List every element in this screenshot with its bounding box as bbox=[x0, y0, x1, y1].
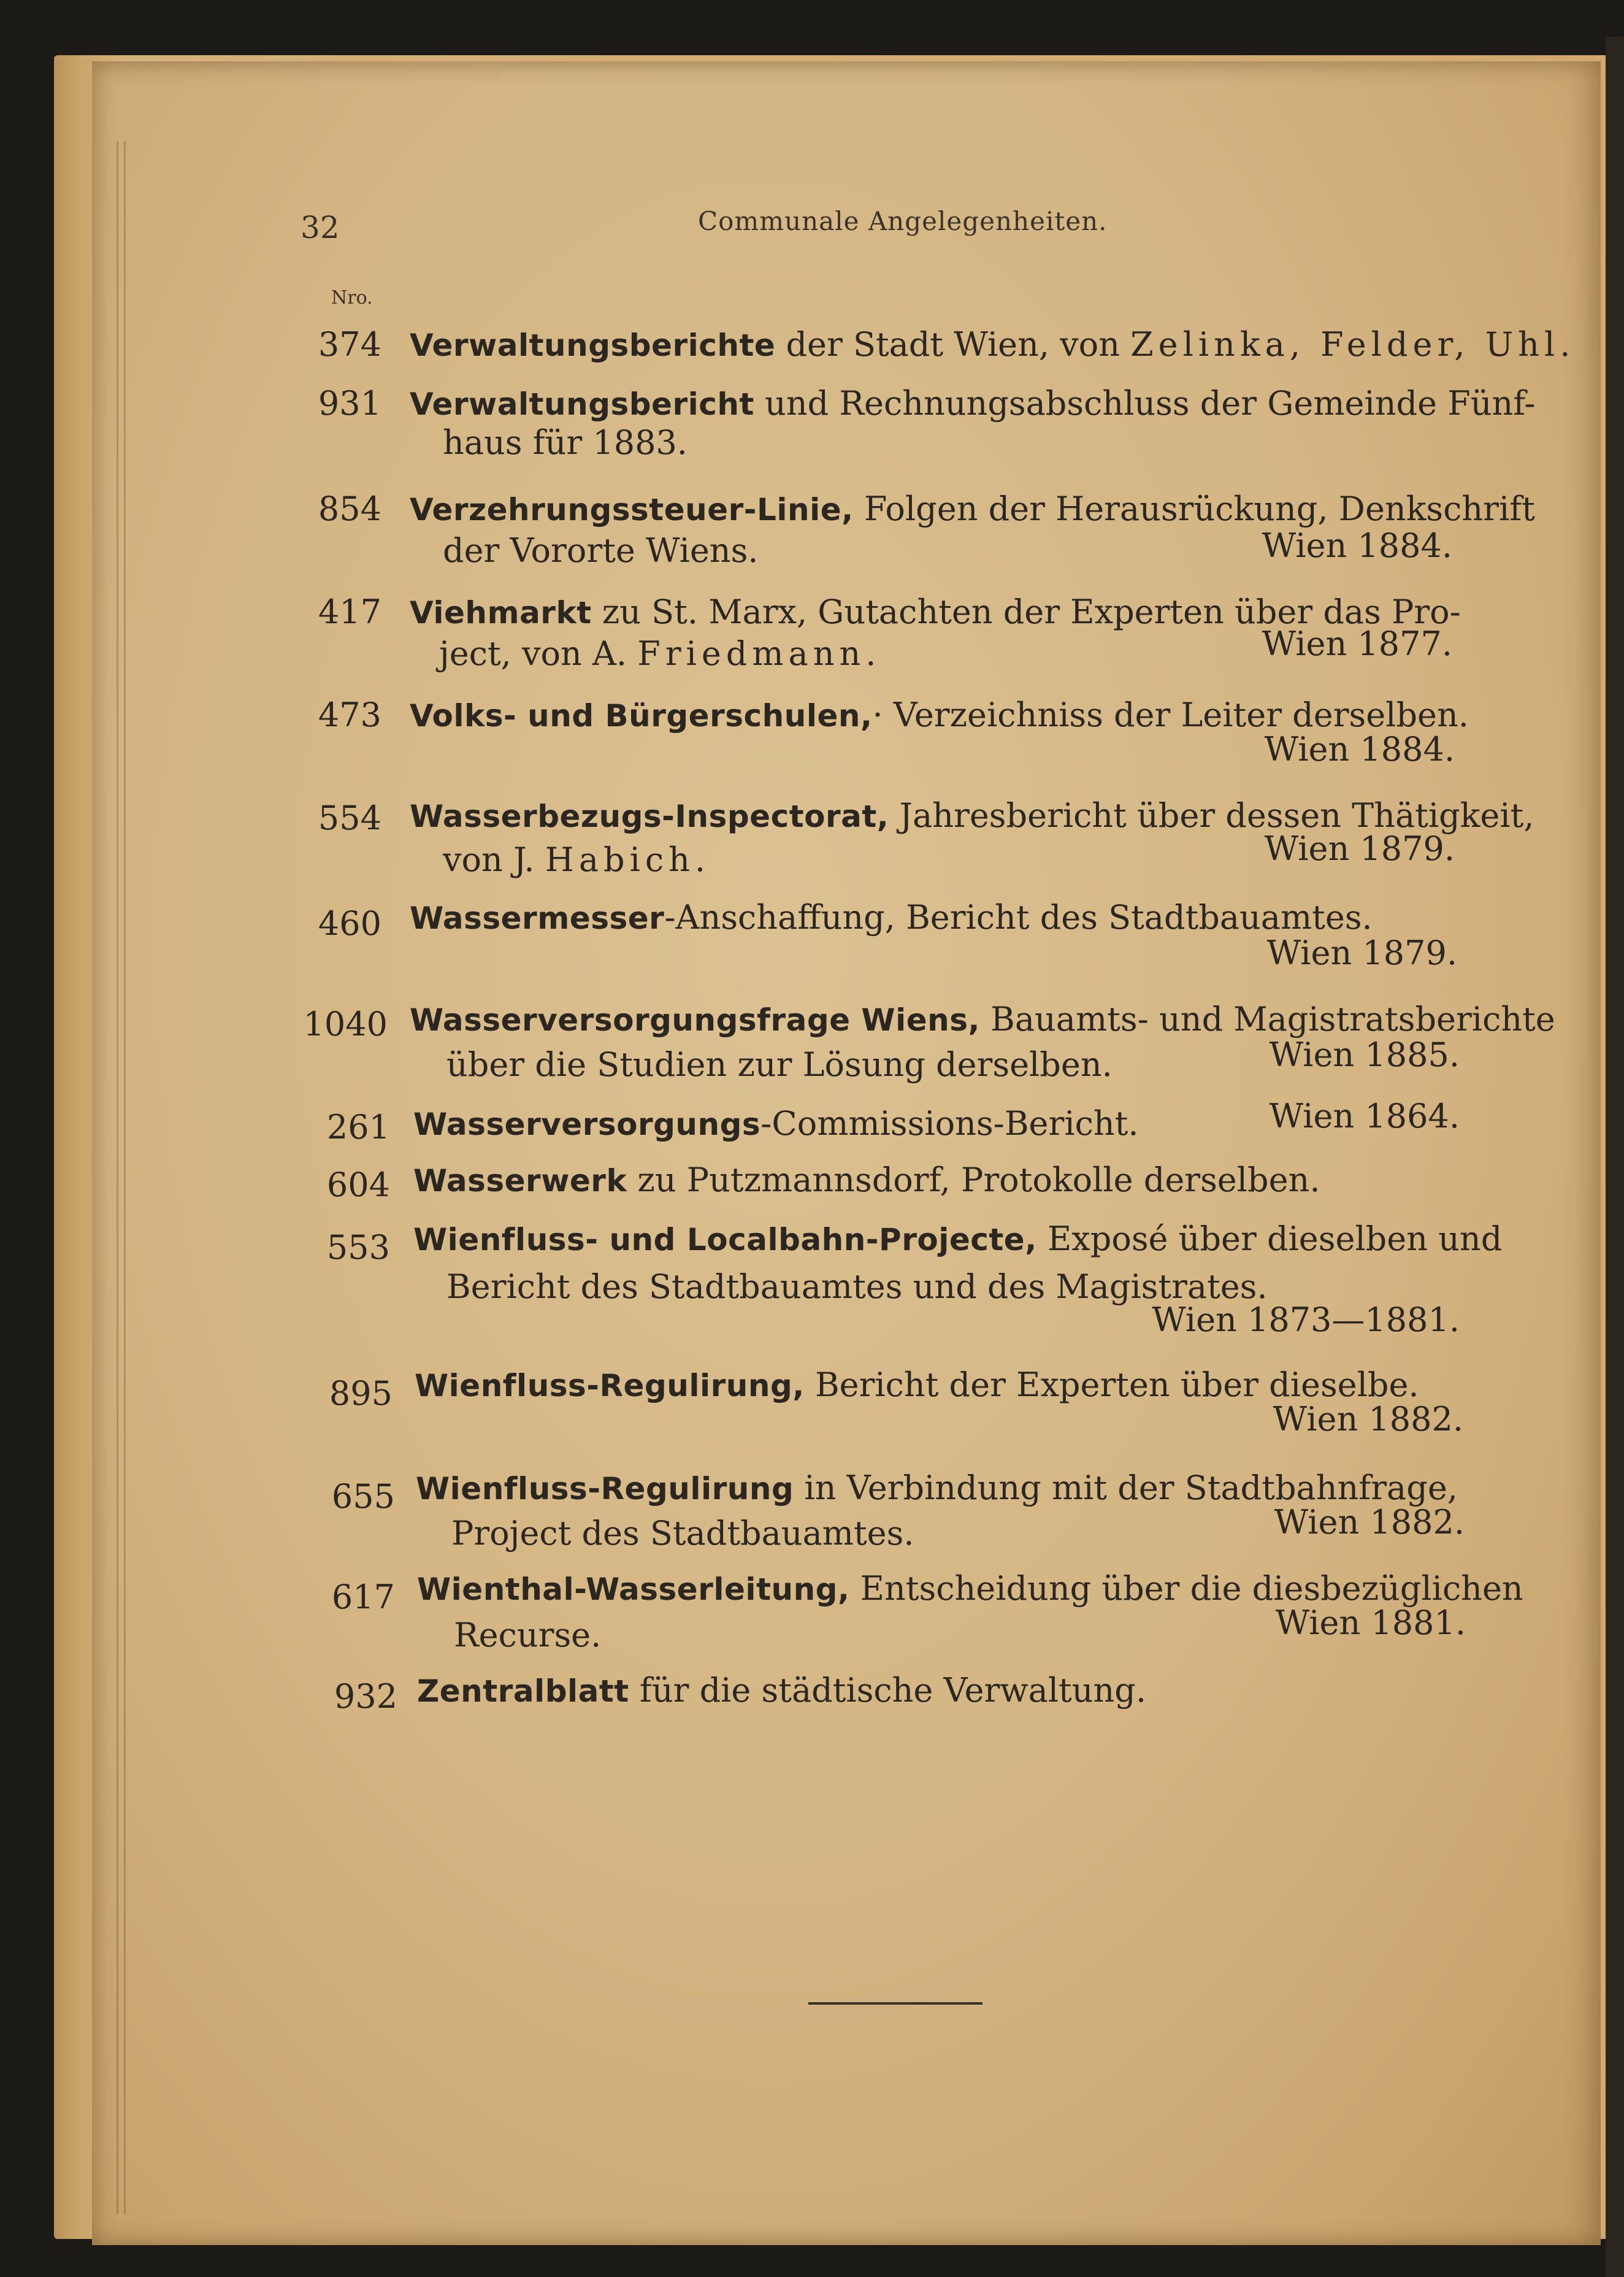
entry-line bbox=[413, 1162, 1320, 1199]
entry-text: von J. bbox=[443, 840, 545, 879]
entry-names: Habich. bbox=[545, 840, 711, 879]
entry-heading: Viehmarkt bbox=[410, 595, 592, 631]
entry-text: ject, von A. bbox=[439, 634, 638, 673]
entry-heading: Wasserversorgungsfrage Wiens, bbox=[410, 1002, 980, 1038]
column-label: Nro. bbox=[331, 287, 373, 309]
entry-text: zu St. Marx, Gutachten der Experten über das Pro- bbox=[591, 593, 1461, 631]
entry-number: 417 bbox=[318, 593, 381, 631]
entry-place-date: Wien 1879. bbox=[1264, 829, 1455, 868]
entry-continuation: Project des Stadtbauamtes. bbox=[451, 1514, 914, 1553]
entry-number: 473 bbox=[318, 696, 381, 734]
entry-number: 932 bbox=[334, 1677, 397, 1716]
page-number: 32 bbox=[301, 210, 340, 245]
entry-heading: Volks- und Bürgerschulen, bbox=[410, 698, 873, 734]
entry-text: und Rechnungsabschluss der Gemeinde Fünf- bbox=[754, 384, 1536, 423]
entry-number: 554 bbox=[318, 799, 381, 837]
entry-place-date: Wien 1882. bbox=[1274, 1503, 1465, 1542]
entry-number: 931 bbox=[318, 384, 381, 423]
entry-line bbox=[410, 1001, 1555, 1039]
entry-text: zu Putzmannsdorf, Protokolle derselben. bbox=[627, 1161, 1320, 1199]
entry-text: für die städtische Verwaltung. bbox=[629, 1671, 1147, 1710]
entry-text: Exposé über dieselben und bbox=[1036, 1219, 1503, 1258]
entry-heading: Verwaltungsbericht bbox=[410, 386, 754, 422]
entry-place-date: Wien 1873—1881. bbox=[1152, 1300, 1460, 1339]
entry-heading: Wasserbezugs-Inspectorat, bbox=[410, 799, 889, 834]
entry-heading: Wienfluss- und Localbahn-Projecte, bbox=[413, 1222, 1037, 1258]
entry-line bbox=[410, 697, 1469, 734]
entry-place-date: Wien 1879. bbox=[1266, 934, 1457, 972]
entry-heading: Verwaltungsberichte bbox=[410, 328, 776, 363]
entry-number: 604 bbox=[326, 1165, 390, 1204]
entry-place-date: Wien 1884. bbox=[1262, 526, 1452, 565]
entry-number: 655 bbox=[331, 1477, 395, 1516]
entry-heading: Wasserversorgungs bbox=[413, 1107, 761, 1142]
entry-place-date: Wien 1877. bbox=[1262, 624, 1452, 663]
entry-number: 261 bbox=[326, 1108, 390, 1146]
entry-line bbox=[413, 1105, 1138, 1143]
entry-text: Jahresbericht über dessen Thätigkeit, bbox=[889, 796, 1534, 835]
entry-continuation: Recurse. bbox=[454, 1616, 602, 1654]
entry-place-date: Wien 1881. bbox=[1275, 1603, 1466, 1642]
entry-continuation: haus für 1883. bbox=[443, 423, 688, 462]
entry-number: 617 bbox=[331, 1578, 395, 1616]
entry-text: in Verbindung mit der Stadtbahnfrage, bbox=[794, 1469, 1458, 1507]
entry-place-date: Wien 1864. bbox=[1269, 1097, 1460, 1135]
entry-number: 553 bbox=[326, 1228, 390, 1267]
entry-place-date: Wien 1885. bbox=[1269, 1035, 1460, 1074]
entry-place-date: Wien 1884. bbox=[1264, 730, 1455, 769]
entry-text: -Anschaffung, Bericht des Stadtbauamtes. bbox=[664, 898, 1373, 937]
entry-names: Friedmann. bbox=[637, 634, 881, 673]
entry-continuation: über die Studien zur Lösung derselben. bbox=[446, 1045, 1113, 1084]
entry-line bbox=[417, 1672, 1146, 1710]
entry-place-date: Wien 1882. bbox=[1273, 1400, 1463, 1438]
entry-heading: Zentralblatt bbox=[417, 1673, 629, 1709]
entry-line bbox=[410, 326, 1575, 364]
entry-number: 1040 bbox=[303, 1005, 388, 1043]
entry-line bbox=[410, 899, 1373, 937]
entry-heading: Wienthal-Wasserleitung, bbox=[417, 1572, 850, 1607]
entry-continuation: Bericht des Stadtbauamtes und des Magistrates. bbox=[446, 1267, 1268, 1306]
entry-line bbox=[417, 1570, 1523, 1608]
entry-line bbox=[416, 1470, 1458, 1507]
entry-number: 460 bbox=[318, 904, 381, 943]
entry-number: 854 bbox=[318, 490, 381, 528]
entry-continuation bbox=[443, 842, 710, 878]
entry-heading: Verzehrungssteuer-Linie, bbox=[410, 492, 854, 528]
entry-line bbox=[413, 1221, 1502, 1258]
entry-line bbox=[410, 385, 1536, 423]
entry-heading: Wienfluss-Regulirung bbox=[416, 1471, 794, 1507]
entry-text: Entscheidung über die diesbezüglichen bbox=[849, 1569, 1523, 1608]
running-title: Communale Angelegenheiten. bbox=[698, 206, 1108, 236]
entry-text: · Verzeichniss der Leiter derselben. bbox=[872, 696, 1469, 734]
entry-heading: Wienfluss-Regulirung, bbox=[415, 1368, 805, 1403]
entry-line bbox=[410, 491, 1535, 528]
entry-text: -Commissions-Bericht. bbox=[760, 1104, 1139, 1143]
entry-text: der Stadt Wien, von bbox=[775, 325, 1131, 364]
entry-text: Bauamts- und Magistratsberichte bbox=[979, 1000, 1555, 1039]
entry-names: Zelinka, Felder, Uhl. bbox=[1130, 325, 1576, 364]
entry-heading: Wassermesser bbox=[410, 900, 665, 936]
entry-text: Bericht der Experten über dieselbe. bbox=[804, 1365, 1419, 1404]
entry-text: Folgen der Herausrückung, Denkschrift bbox=[853, 490, 1535, 528]
entry-continuation bbox=[439, 635, 881, 672]
entry-heading: Wasserwerk bbox=[413, 1163, 627, 1199]
entry-number: 374 bbox=[318, 325, 381, 364]
entry-line bbox=[415, 1367, 1419, 1404]
entry-number: 895 bbox=[329, 1374, 393, 1413]
entry-continuation: der Vororte Wiens. bbox=[443, 531, 759, 570]
end-rule bbox=[808, 2002, 982, 2005]
